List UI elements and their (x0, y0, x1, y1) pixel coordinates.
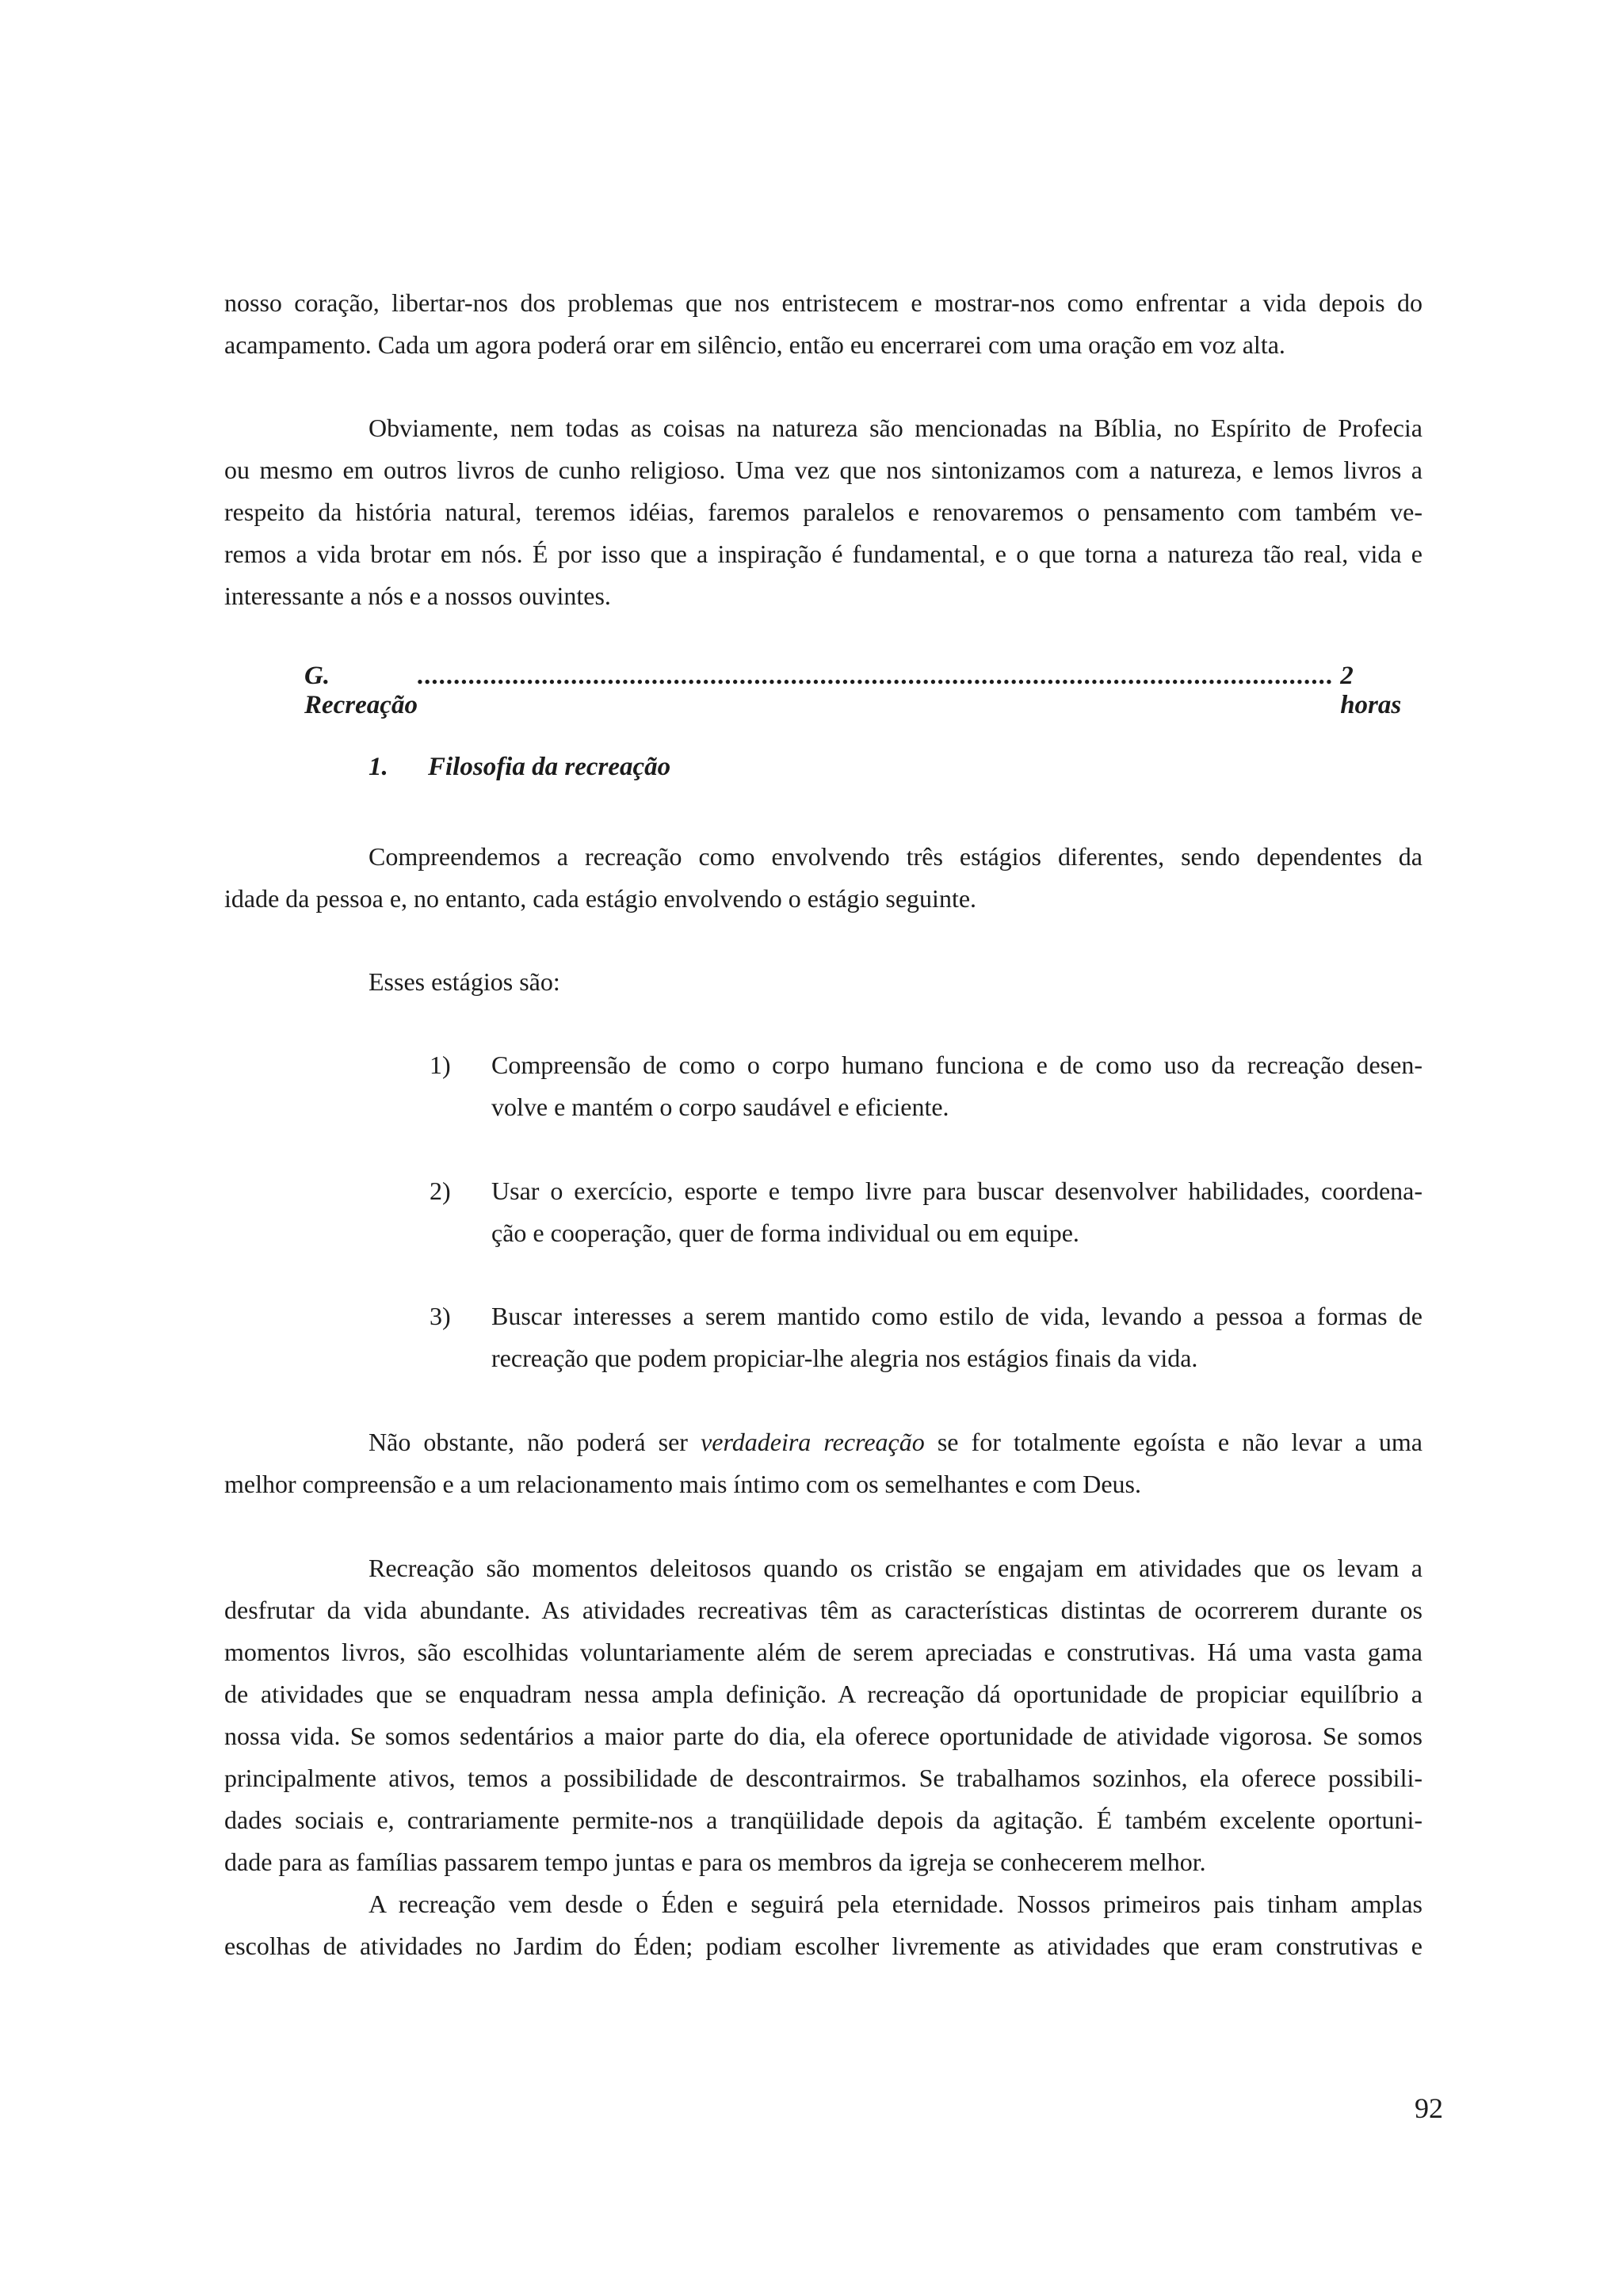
text-line: idade da pessoa e, no entanto, cada estágio envolvendo o estágio seguinte. (224, 884, 977, 913)
text-line: interessante a nós e a nossos ouvintes. (224, 582, 611, 610)
text-line: dade para as famílias passarem tempo juntas e para os membros da igreja se conhecerem melhor. (224, 1848, 1206, 1876)
text-line: remos a vida brotar em nós. É por isso que a inspiração é fundamental, e o que torna a natureza tão real, vida e (224, 540, 1423, 568)
list-marker: 2) (430, 1177, 451, 1205)
list-item (430, 1170, 1423, 1254)
list-marker: 3) (430, 1302, 451, 1330)
paragraph-nature-inspiration (224, 407, 1423, 617)
text-line: Compreensão de como o corpo humano funciona e de como uso da recreação desen- (491, 1051, 1423, 1079)
paragraph-true-recreation (224, 1421, 1423, 1505)
section-label: G. Recreação (304, 662, 418, 719)
section-heading-recreacao (304, 662, 1402, 719)
paragraph-recreation-moments (224, 1547, 1423, 1967)
text-line: respeito da história natural, teremos idéias, faremos paralelos e renovaremos o pensamento com também ve- (224, 498, 1423, 526)
text-line: momentos livros, são escolhidas voluntariamente além de serem apreciadas e construtivas. Há uma vasta gama (224, 1638, 1423, 1666)
paragraph-three-stages (224, 836, 1423, 920)
text-line: Compreendemos a recreação como envolvendo três estágios diferentes, sendo dependentes da (369, 842, 1423, 871)
text-line: ção e cooperação, quer de forma individual ou em equipe. (491, 1219, 1079, 1247)
stages-intro: Esses estágios são: (369, 967, 560, 996)
text-line: acampamento. Cada um agora poderá orar em silêncio, então eu encerrarei com uma oração em voz alta. (224, 330, 1285, 359)
text-line: volve e mantém o corpo saudável e eficiente. (491, 1093, 949, 1121)
text-line: A recreação vem desde o Éden e seguirá pela eternidade. Nossos primeiros pais tinham amplas (369, 1890, 1423, 1918)
text-line: dades sociais e, contrariamente permite-nos a tranqüilidade depois da agitação. É também excelente oportuni- (224, 1806, 1423, 1834)
text-line: Obviamente, nem todas as coisas na natureza são mencionadas na Bíblia, no Espírito de Profecia (369, 414, 1423, 442)
list-item-body (491, 1044, 1423, 1128)
paragraph-prayer-closing (224, 282, 1423, 366)
section-leader-dots: ............................................................................................................................. (417, 662, 1335, 690)
list-item (430, 1295, 1423, 1379)
text-line: desfrutar da vida abundante. As atividades recreativas têm as características distintas de ocorrerem durante os (224, 1596, 1423, 1624)
text-line: Recreação são momentos deleitosos quando os cristão se engajam em atividades que os levam a (369, 1554, 1423, 1582)
text-line: de atividades que se enquadram nessa ampla definição. A recreação dá oportunidade de propiciar equilíbrio a (224, 1680, 1423, 1708)
text-line: melhor compreensão e a um relacionamento mais íntimo com os semelhantes e com Deus. (224, 1470, 1141, 1498)
text-line: Usar o exercício, esporte e tempo livre para buscar desenvolver habilidades, coordena- (491, 1177, 1423, 1205)
text-line: nosso coração, libertar-nos dos problemas que nos entristecem e mostrar-nos como enfrentar a vida depois do (224, 288, 1423, 317)
subsection-title: Filosofia da recreação (428, 753, 671, 781)
text-line: ou mesmo em outros livros de cunho religioso. Uma vez que nos sintonizamos com a natureza, e lemos livros a (224, 456, 1423, 484)
list-item-body (491, 1170, 1423, 1254)
emphasis-true-recreation: verdadeira recreação (701, 1428, 925, 1456)
text-line: nossa vida. Se somos sedentários a maior parte do dia, ela oferece oportunidade de atividade vigorosa. Se somos (224, 1722, 1423, 1750)
text-line: escolhas de atividades no Jardim do Éden; podiam escolher livremente as atividades que eram construtivas e (224, 1932, 1423, 1960)
page-number: 92 (1415, 2092, 1443, 2124)
text-segment: se for totalmente egoísta e não levar a uma (924, 1428, 1423, 1456)
text-line (224, 1421, 1423, 1463)
subsection-heading (369, 753, 670, 782)
text-line: recreação que podem propiciar-lhe alegria nos estágios finais da vida. (491, 1344, 1198, 1372)
list-item-body (491, 1295, 1423, 1379)
text-line: principalmente ativos, temos a possibilidade de descontrairmos. Se trabalhamos sozinhos, ela oferece possibili- (224, 1764, 1423, 1792)
subsection-number: 1. (369, 753, 388, 781)
text-segment: Não obstante, não poderá ser (369, 1428, 701, 1456)
list-item (430, 1044, 1423, 1128)
text-line: Buscar interesses a serem mantido como estilo de vida, levando a pessoa a formas de (491, 1302, 1423, 1330)
section-hours: 2 horas (1340, 662, 1402, 719)
list-marker: 1) (430, 1051, 451, 1079)
